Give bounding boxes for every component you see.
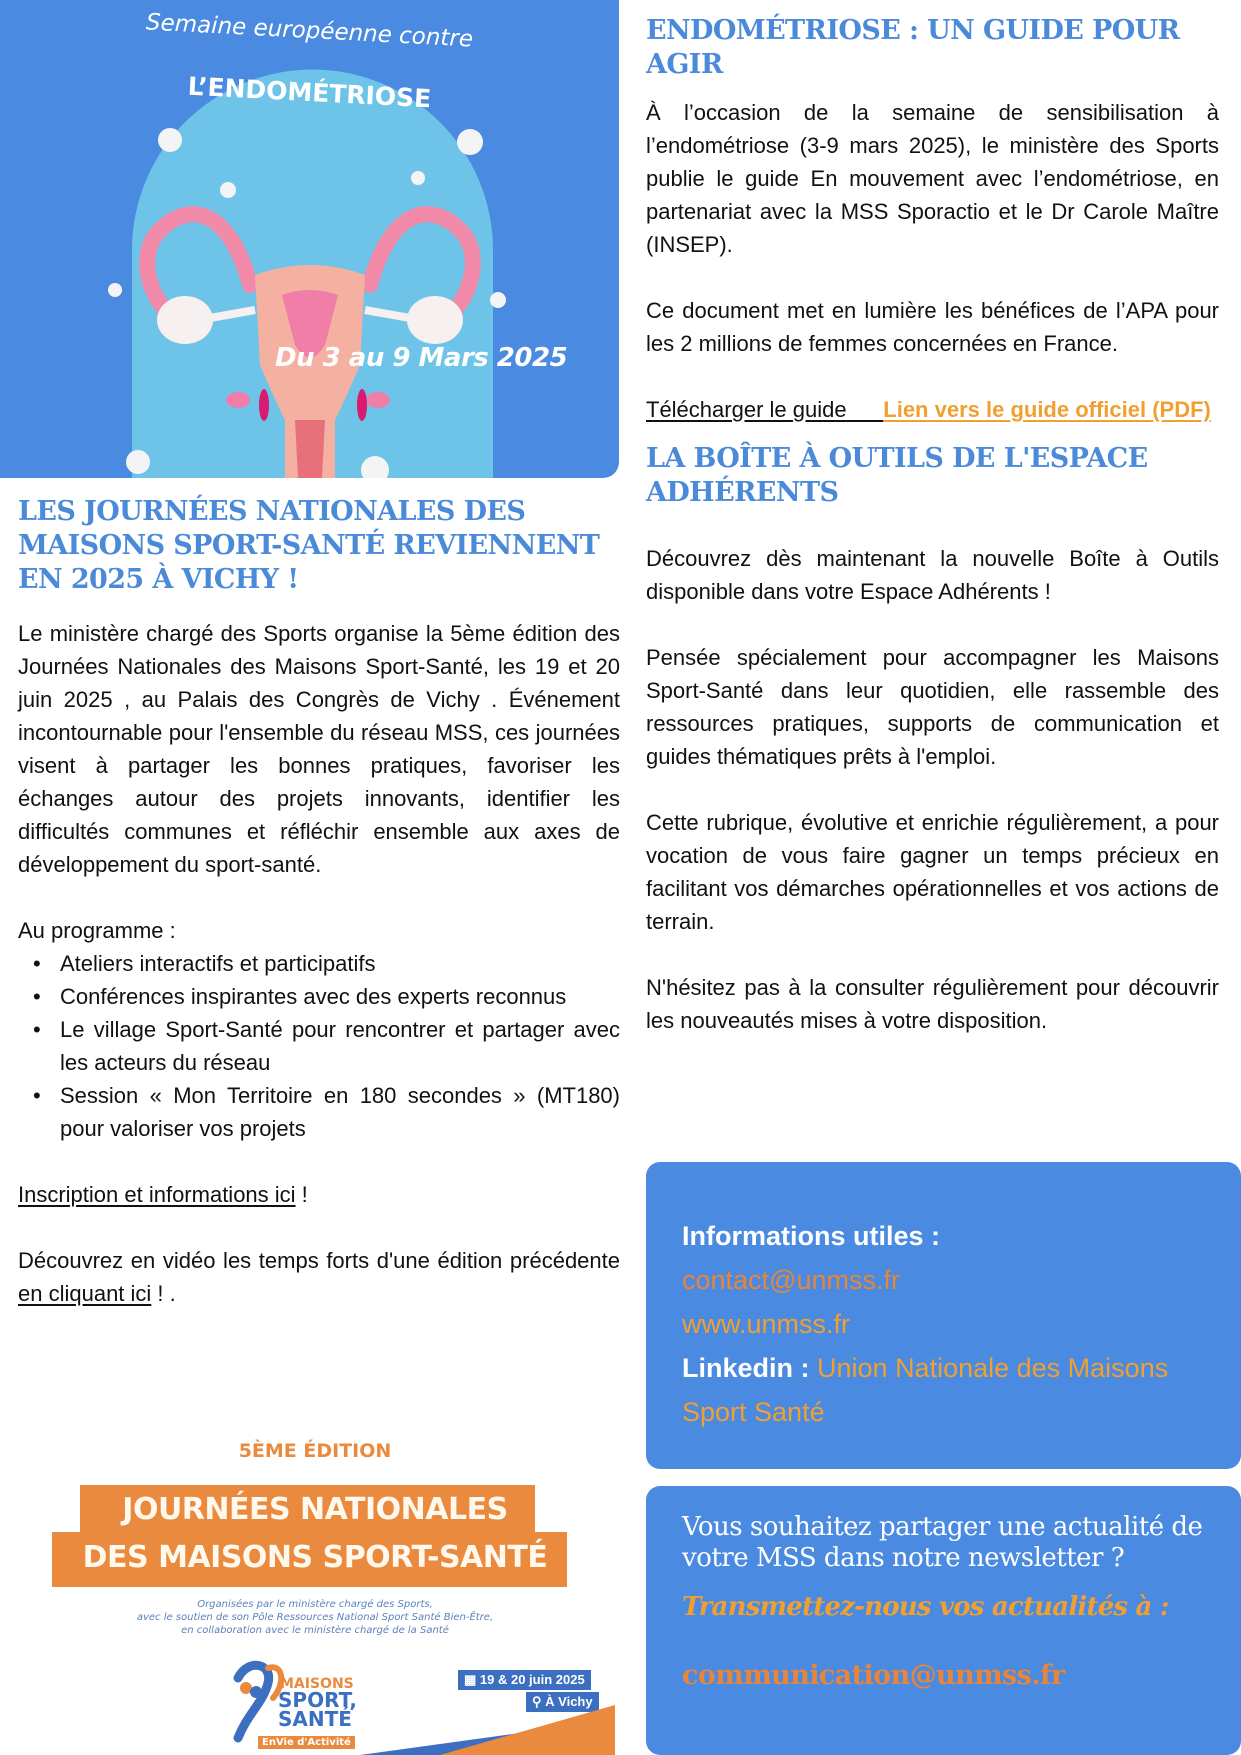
- program-item: • Conférences inspirantes avec des experts reconnus: [18, 980, 620, 1013]
- toolbox-p1: Découvrez dès maintenant la nouvelle Boîte à Outils disponible dans votre Espace Adhérents !: [646, 546, 1219, 604]
- linkedin-label: Linkedin :: [682, 1353, 810, 1383]
- toolbox-p2: Pensée spécialement pour accompagner les Maisons Sport-Santé dans leur quotidien, elle rassemble des ressources pratiques, supports de communication et guides thématiques prêts à l'emploi.: [646, 645, 1219, 769]
- poster-org-line: Organisées par le ministère chargé des Sports,: [197, 1599, 433, 1610]
- inscription-suffix: !: [295, 1182, 308, 1207]
- guide-pdf-link[interactable]: Lien vers le guide officiel (PDF): [883, 397, 1211, 422]
- vichy-article: [18, 495, 620, 1310]
- endometriosis-p2: Ce document met en lumière les bénéfices de l’APA pour les 2 millions de femmes concernées en France.: [646, 298, 1219, 356]
- linkedin-line: [682, 1346, 1205, 1434]
- calendar-icon: ▦: [464, 1672, 480, 1687]
- toolbox-heading: LA BOÎTE À OUTILS DE L'ESPACE ADHÉRENTS: [646, 443, 1148, 508]
- download-label[interactable]: Télécharger le guide: [646, 397, 847, 422]
- download-paragraph: [646, 393, 1219, 426]
- logo-sport: SPORT,: [278, 1688, 357, 1712]
- endometriosis-heading: ENDOMÉTRIOSE : UN GUIDE POUR AGIR: [646, 15, 1180, 80]
- poster-org-line: en collaboration avec le ministère chargé de la Santé: [181, 1625, 449, 1636]
- poster-date-text: 19 & 20 juin 2025: [479, 1672, 585, 1687]
- vichy-intro: Le ministère chargé des Sports organise la 5ème édition des Journées Nationales des Maisons Sport-Santé, les 19 et 20 juin 2025 , au Palais des Congrès de Vichy . Événement incontournable pour l'ensemble du réseau MSS, ces journées visent à partager les bonnes pratiques, favoriser les échanges autour des projets innovants, identifier les difficultés communes et réfléchir ensemble aux axes de développement du sport-santé.: [18, 621, 620, 877]
- location-pin-icon: ⚲: [532, 1694, 546, 1709]
- program-list: [18, 947, 620, 1145]
- contact-email-link[interactable]: contact@unmss.fr: [682, 1265, 900, 1295]
- program-item: • Session « Mon Territoire en 180 secondes » (MT180) pour valoriser vos projets: [18, 1079, 620, 1145]
- logo-sante: SANTÉ: [278, 1707, 352, 1731]
- jnmss-poster-image: [0, 1420, 630, 1755]
- program-label: Au programme :: [18, 918, 176, 943]
- linkedin-link[interactable]: Union Nationale des Maisons Sport Santé: [682, 1353, 1169, 1427]
- vichy-heading: LES JOURNÉES NATIONALES DES MAISONS SPORT-SANTÉ REVIENNENT EN 2025 À VICHY !: [18, 496, 600, 595]
- logo-maisons: MAISONS: [280, 1676, 354, 1692]
- inscription-link[interactable]: Inscription et informations ici: [18, 1182, 296, 1207]
- program-item: • Le village Sport-Santé pour rencontrer et partager avec les acteurs du réseau: [18, 1013, 620, 1079]
- download-spacer: [847, 397, 884, 422]
- poster-swoosh: [0, 1420, 630, 1755]
- website-link[interactable]: www.unmss.fr: [682, 1309, 851, 1339]
- banner-subtitle: Semaine européenne contre: [145, 9, 474, 53]
- program-item: • Ateliers interactifs et participatifs: [18, 947, 620, 980]
- endometriosis-p1: À l’occasion de la semaine de sensibilisation à l’endométriose (3-9 mars 2025), le ministère des Sports publie le guide En mouvement avec l’endométriose, en partenariat avec la MSS Sporactio et le Dr Carole Maître (INSEP).: [646, 100, 1219, 257]
- video-suffix: ! .: [151, 1281, 176, 1306]
- poster-place-text: À Vichy: [545, 1694, 593, 1709]
- video-paragraph: [18, 1244, 620, 1310]
- toolbox-p3: Cette rubrique, évolutive et enrichie régulièrement, a pour vocation de vous faire gagner un temps précieux en facilitant vos démarches opérationnelles et vos actions de terrain.: [646, 810, 1219, 934]
- inscription-paragraph: [18, 1178, 620, 1211]
- share-question: Vous souhaitez partager une actualité de votre MSS dans notre newsletter ?: [682, 1512, 1203, 1573]
- share-news-box: [646, 1486, 1241, 1755]
- poster-org-line: avec le soutien de son Pôle Ressources National Sport Santé Bien-Être,: [136, 1612, 494, 1623]
- logo-tagline: EnVie d'Activité: [258, 1736, 355, 1749]
- communication-email-link[interactable]: communication@unmss.fr: [682, 1660, 1065, 1691]
- video-text: Découvrez en vidéo les temps forts d'une édition précédente: [18, 1248, 620, 1273]
- poster-title-line1: JOURNÉES NATIONALES: [122, 1492, 508, 1527]
- poster-title-line2: DES MAISONS SPORT-SANTÉ: [82, 1540, 548, 1575]
- poster-edition: 5ÈME ÉDITION: [238, 1440, 392, 1462]
- endometriosis-article: [646, 14, 1219, 1037]
- banner-date: Du 3 au 9 Mars 2025: [275, 343, 568, 373]
- share-cta: Transmettez-nous vos actualités à :: [682, 1592, 1169, 1622]
- useful-info-box: [646, 1162, 1241, 1469]
- toolbox-p4: N'hésitez pas à la consulter régulièrement pour découvrir les nouveautés mises à votre disposition.: [646, 975, 1219, 1033]
- video-link[interactable]: en cliquant ici: [18, 1281, 152, 1306]
- info-title: Informations utiles :: [682, 1221, 941, 1251]
- endometriosis-banner-image: [0, 0, 619, 478]
- banner-title: L’ENDOMÉTRIOSE: [187, 71, 432, 114]
